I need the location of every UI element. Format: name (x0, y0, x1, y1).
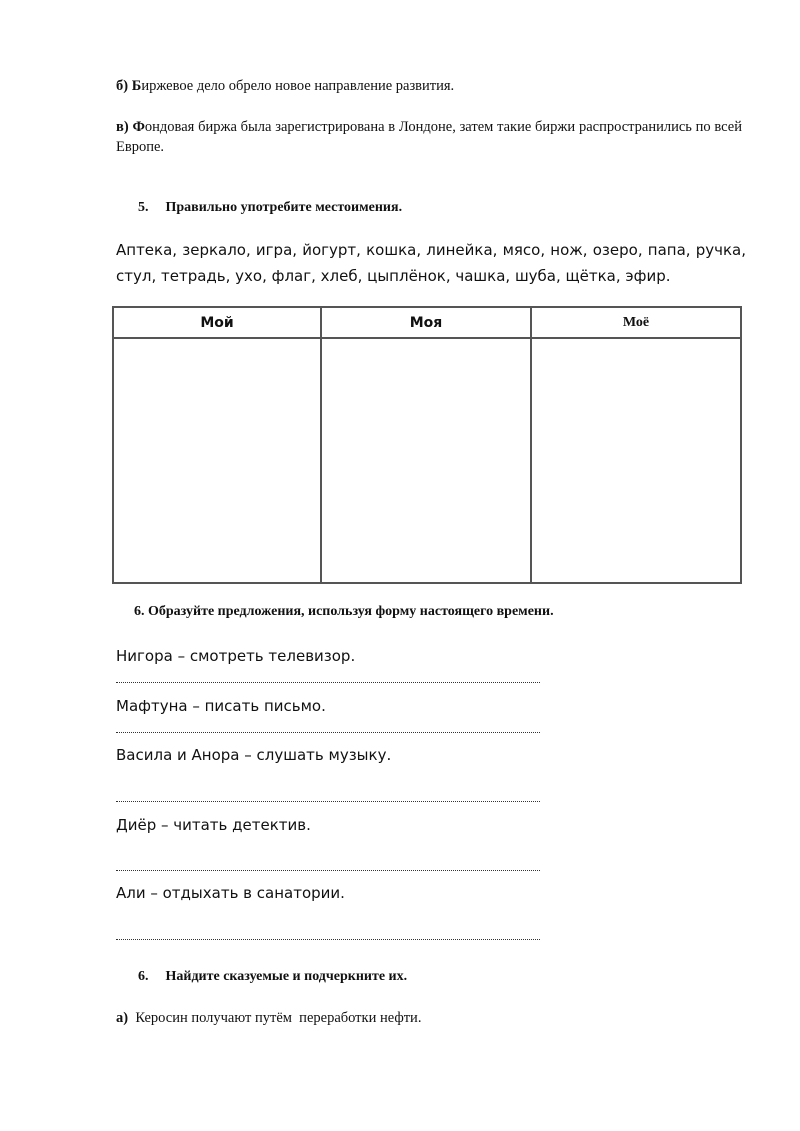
answer-line-2[interactable] (116, 730, 540, 733)
item-b (116, 76, 742, 96)
sentence-1: Нигора – смотреть телевизор. (116, 647, 356, 665)
table-header-moi: Мой (200, 315, 234, 331)
task7-item-a-marker: а) (116, 1010, 129, 1026)
task6-heading: 6. Образуйте предложения, используя форму настоящего времени. (134, 604, 554, 619)
sentence-4: Диёр – читать детектив. (116, 816, 311, 834)
task5-heading (138, 200, 402, 216)
answer-line-1[interactable] (116, 680, 540, 683)
answer-line-5[interactable] (116, 937, 540, 940)
task5-title: Правильно употребите местоимения. (165, 200, 403, 215)
task7-heading (138, 969, 407, 985)
answer-line-4[interactable] (116, 868, 540, 871)
task7-number: 6. (138, 969, 149, 984)
pronoun-table (112, 306, 742, 584)
table-column-divider (530, 308, 532, 582)
item-v-marker: в) (116, 119, 129, 135)
task7-item-a (116, 1010, 421, 1027)
task7-item-a-text[interactable]: Керосин получают путём переработки нефти. (135, 1010, 422, 1026)
item-b-bold-letter: Б (131, 78, 142, 94)
sentence-2: Мафтуна – писать письмо. (116, 697, 326, 715)
sentence-5: Али – отдыхать в санатории. (116, 884, 345, 902)
table-header-moyo: Моё (622, 315, 650, 330)
item-v (116, 117, 742, 157)
task7-title: Найдите сказуемые и подчеркните их. (165, 969, 408, 984)
table-header-moya: Моя (409, 315, 443, 331)
table-column-divider (320, 308, 322, 582)
answer-line-3[interactable] (116, 799, 540, 802)
item-b-text: иржевое дело обрело новое направление развития. (141, 78, 455, 94)
table-header-divider (114, 337, 740, 339)
task5-word-list: Аптека, зеркало, игра, йогурт, кошка, линейка, мясо, нож, озеро, папа, ручка, стул, тетрадь, ухо, флаг, хлеб, цыплёнок, чашка, шуба, щётка, эфир. (116, 241, 746, 285)
item-b-marker: б) (116, 78, 129, 94)
item-v-text: ондовая биржа была зарегистрирована в Лондоне, затем такие биржи распространились по всей Европе. (116, 119, 742, 155)
task5-number: 5. (138, 200, 149, 215)
item-v-bold-letter: Ф (132, 119, 145, 135)
sentence-3: Васила и Анора – слушать музыку. (116, 746, 392, 764)
